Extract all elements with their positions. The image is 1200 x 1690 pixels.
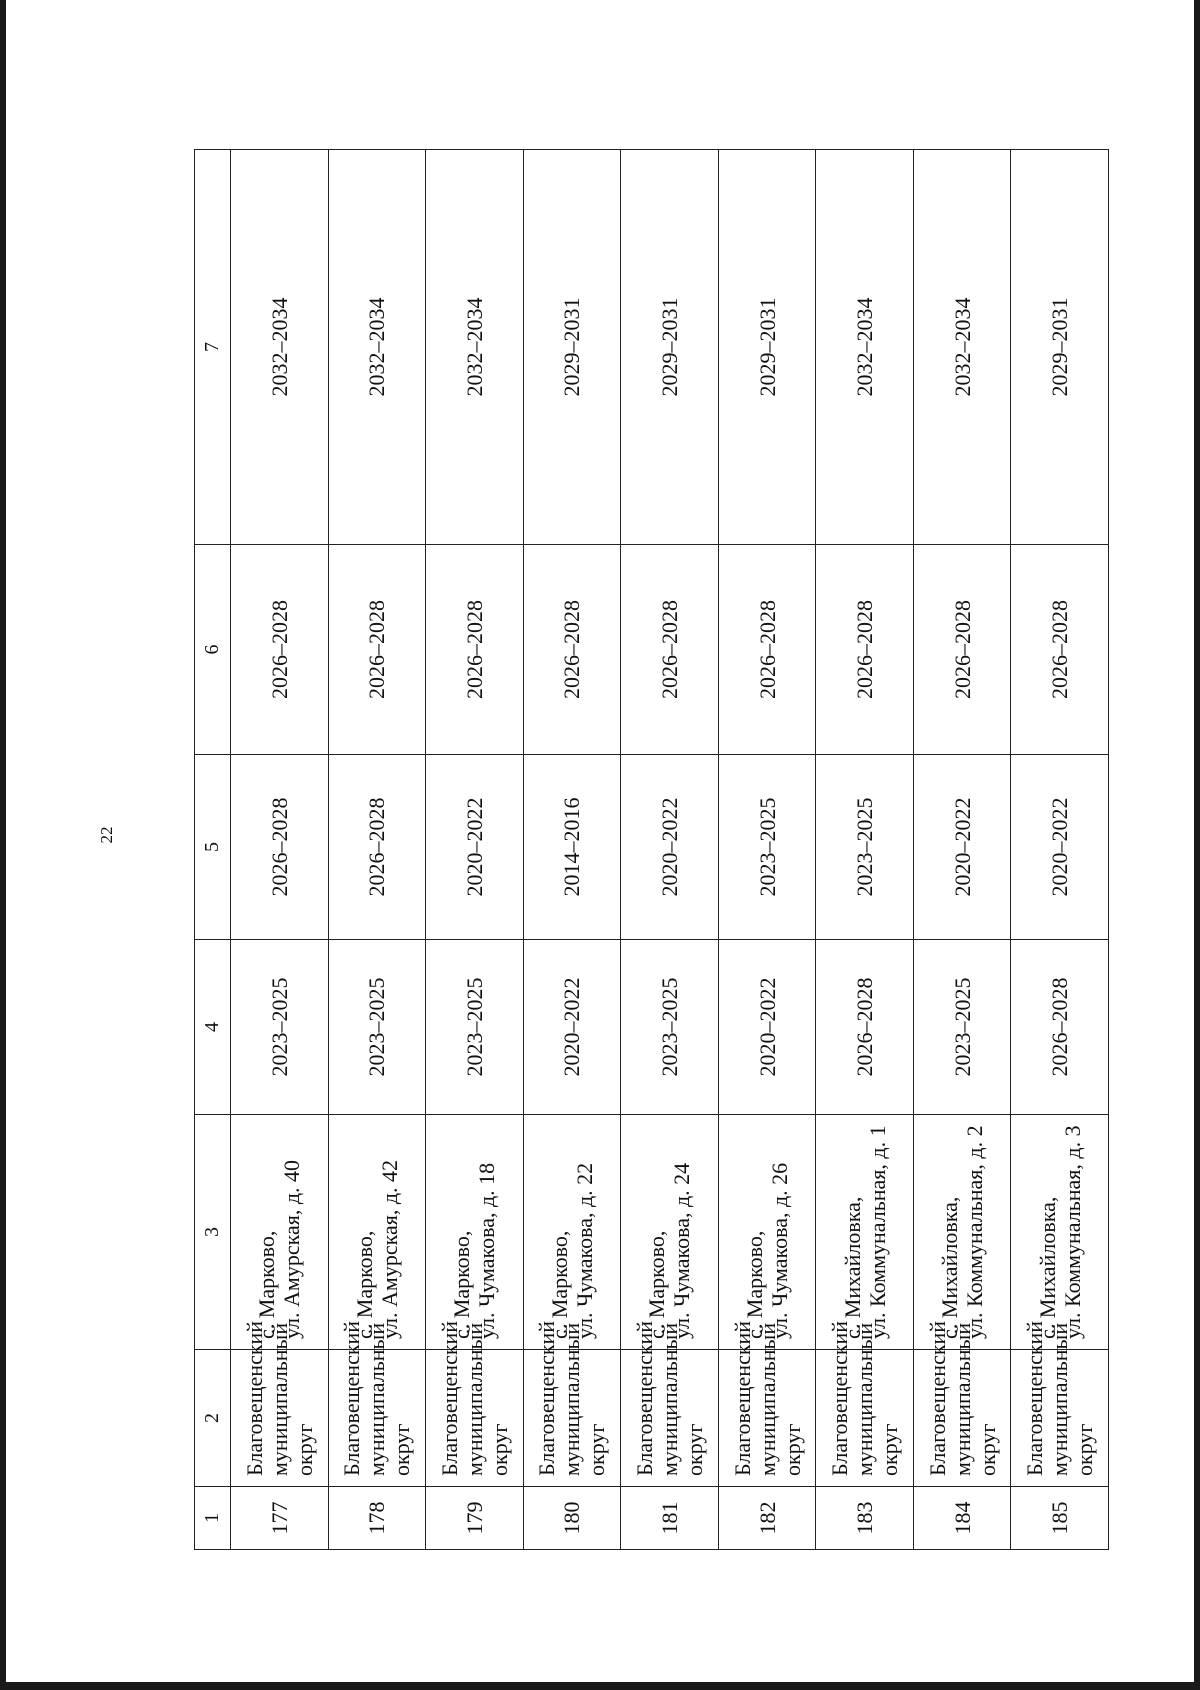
header-cell: 3	[195, 1115, 231, 1350]
period-col-5-cell: 2023–2025	[718, 755, 816, 940]
period-col-6-cell: 2026–2028	[913, 545, 1011, 755]
address-street: ул. Чумакова, д. 26	[767, 1162, 792, 1339]
district-cell: Благовещенский муниципальный округ	[523, 1350, 621, 1487]
period-col-5-cell: 2014–2016	[523, 755, 621, 940]
period-col-7-cell: 2029–2031	[523, 150, 621, 545]
header-cell: 1	[195, 1487, 231, 1550]
address-settlement: с. Марково,	[644, 1230, 670, 1339]
district-cell: Благовещенский муниципальный округ	[621, 1350, 719, 1487]
page-number: 22	[97, 826, 116, 844]
period-col-6-cell: 2026–2028	[523, 545, 621, 755]
period-col-5-cell: 2020–2022	[1011, 755, 1109, 940]
row-number-cell: 178	[328, 1487, 426, 1550]
district-cell: Благовещенский муниципальный округ	[816, 1350, 914, 1487]
row-number-cell: 185	[1011, 1487, 1109, 1550]
header-cell: 2	[195, 1350, 231, 1487]
address-settlement: с. Михайловка,	[1034, 1196, 1060, 1339]
period-col-6-cell: 2026–2028	[426, 545, 524, 755]
address-cell	[816, 1115, 914, 1350]
period-col-4-cell: 2023–2025	[328, 940, 426, 1115]
period-col-7-cell: 2029–2031	[1011, 150, 1109, 545]
scan-edge-bottom	[0, 1682, 1200, 1690]
table-row	[328, 150, 426, 1550]
table-row	[231, 150, 329, 1550]
period-col-7-cell: 2029–2031	[718, 150, 816, 545]
period-col-7-cell: 2032–2034	[913, 150, 1011, 545]
period-col-6-cell: 2026–2028	[231, 545, 329, 755]
address-settlement: с. Марково,	[351, 1230, 377, 1339]
address-cell	[718, 1115, 816, 1350]
period-col-7-cell: 2029–2031	[621, 150, 719, 545]
period-col-4-cell: 2023–2025	[621, 940, 719, 1115]
period-col-6-cell: 2026–2028	[718, 545, 816, 755]
district-cell: Благовещенский муниципальный округ	[426, 1350, 524, 1487]
address-street: ул. Коммунальная, д. 2	[962, 1125, 988, 1339]
address-street: ул. Амурская, д. 40	[279, 1159, 305, 1339]
period-col-7-cell: 2032–2034	[231, 150, 329, 545]
address-cell	[913, 1115, 1011, 1350]
period-col-6-cell: 2026–2028	[328, 545, 426, 755]
row-number-cell: 182	[718, 1487, 816, 1550]
scan-edge-right	[1194, 0, 1200, 1690]
table-header	[195, 150, 231, 1550]
period-col-6-cell: 2026–2028	[1011, 545, 1109, 755]
table-row	[426, 150, 524, 1550]
address-settlement: с. Марково,	[449, 1230, 475, 1339]
table-body	[231, 150, 1109, 1550]
period-col-5-cell: 2020–2022	[426, 755, 524, 940]
period-col-5-cell: 2020–2022	[621, 755, 719, 940]
header-row	[195, 150, 231, 1550]
address-street: ул. Чумакова, д. 24	[669, 1162, 695, 1339]
period-col-6-cell: 2026–2028	[621, 545, 719, 755]
district-cell: Благовещенский муниципальный округ	[231, 1350, 329, 1487]
period-col-4-cell: 2020–2022	[523, 940, 621, 1115]
table-row	[718, 150, 816, 1550]
row-number-cell: 184	[913, 1487, 1011, 1550]
period-col-4-cell: 2023–2025	[231, 940, 329, 1115]
rotated-table-container	[194, 150, 1109, 1550]
row-number-cell: 180	[523, 1487, 621, 1550]
period-col-5-cell: 2023–2025	[816, 755, 914, 940]
period-col-4-cell: 2023–2025	[426, 940, 524, 1115]
address-settlement: с. Марково,	[254, 1230, 280, 1339]
address-street: ул. Коммунальная, д. 1	[864, 1125, 890, 1339]
address-settlement: с. Марково,	[742, 1230, 767, 1339]
table-row	[913, 150, 1011, 1550]
period-col-5-cell: 2026–2028	[328, 755, 426, 940]
row-number-cell: 177	[231, 1487, 329, 1550]
row-number-cell: 183	[816, 1487, 914, 1550]
row-number-cell: 181	[621, 1487, 719, 1550]
table-row	[621, 150, 719, 1550]
header-cell: 5	[195, 755, 231, 940]
header-cell: 4	[195, 940, 231, 1115]
period-col-7-cell: 2032–2034	[816, 150, 914, 545]
address-street: ул. Чумакова, д. 18	[474, 1162, 500, 1339]
period-col-5-cell: 2020–2022	[913, 755, 1011, 940]
header-cell: 7	[195, 150, 231, 545]
period-col-5-cell: 2026–2028	[231, 755, 329, 940]
period-col-4-cell: 2020–2022	[718, 940, 816, 1115]
table-row	[816, 150, 914, 1550]
address-street: ул. Амурская, д. 42	[376, 1159, 402, 1339]
document-table	[194, 149, 1109, 1550]
address-cell	[328, 1115, 426, 1350]
address-settlement: с. Михайловка,	[937, 1196, 963, 1339]
row-number-cell: 179	[426, 1487, 524, 1550]
period-col-6-cell: 2026–2028	[816, 545, 914, 755]
district-cell: Благовещенский муниципальный округ	[328, 1350, 426, 1487]
address-street: ул. Коммунальная, д. 3	[1059, 1125, 1085, 1339]
address-settlement: с. Михайловка,	[839, 1196, 865, 1339]
header-cell: 6	[195, 545, 231, 755]
period-col-4-cell: 2026–2028	[816, 940, 914, 1115]
table-row	[1011, 150, 1109, 1550]
address-street: ул. Чумакова, д. 22	[571, 1162, 597, 1339]
period-col-4-cell: 2026–2028	[1011, 940, 1109, 1115]
address-cell	[1011, 1115, 1109, 1350]
district-cell: Благовещенский муниципальный округ	[913, 1350, 1011, 1487]
table-row	[523, 150, 621, 1550]
period-col-4-cell: 2023–2025	[913, 940, 1011, 1115]
address-cell	[523, 1115, 621, 1350]
address-cell	[621, 1115, 719, 1350]
district-cell: Благовещенский муниципальный округ	[1011, 1350, 1109, 1487]
address-cell	[231, 1115, 329, 1350]
address-settlement: с. Марково,	[546, 1230, 572, 1339]
period-col-7-cell: 2032–2034	[328, 150, 426, 545]
period-col-7-cell: 2032–2034	[426, 150, 524, 545]
district-cell: Благовещенский муниципальный округ	[718, 1350, 816, 1487]
scan-edge-left	[0, 0, 6, 1690]
address-cell	[426, 1115, 524, 1350]
